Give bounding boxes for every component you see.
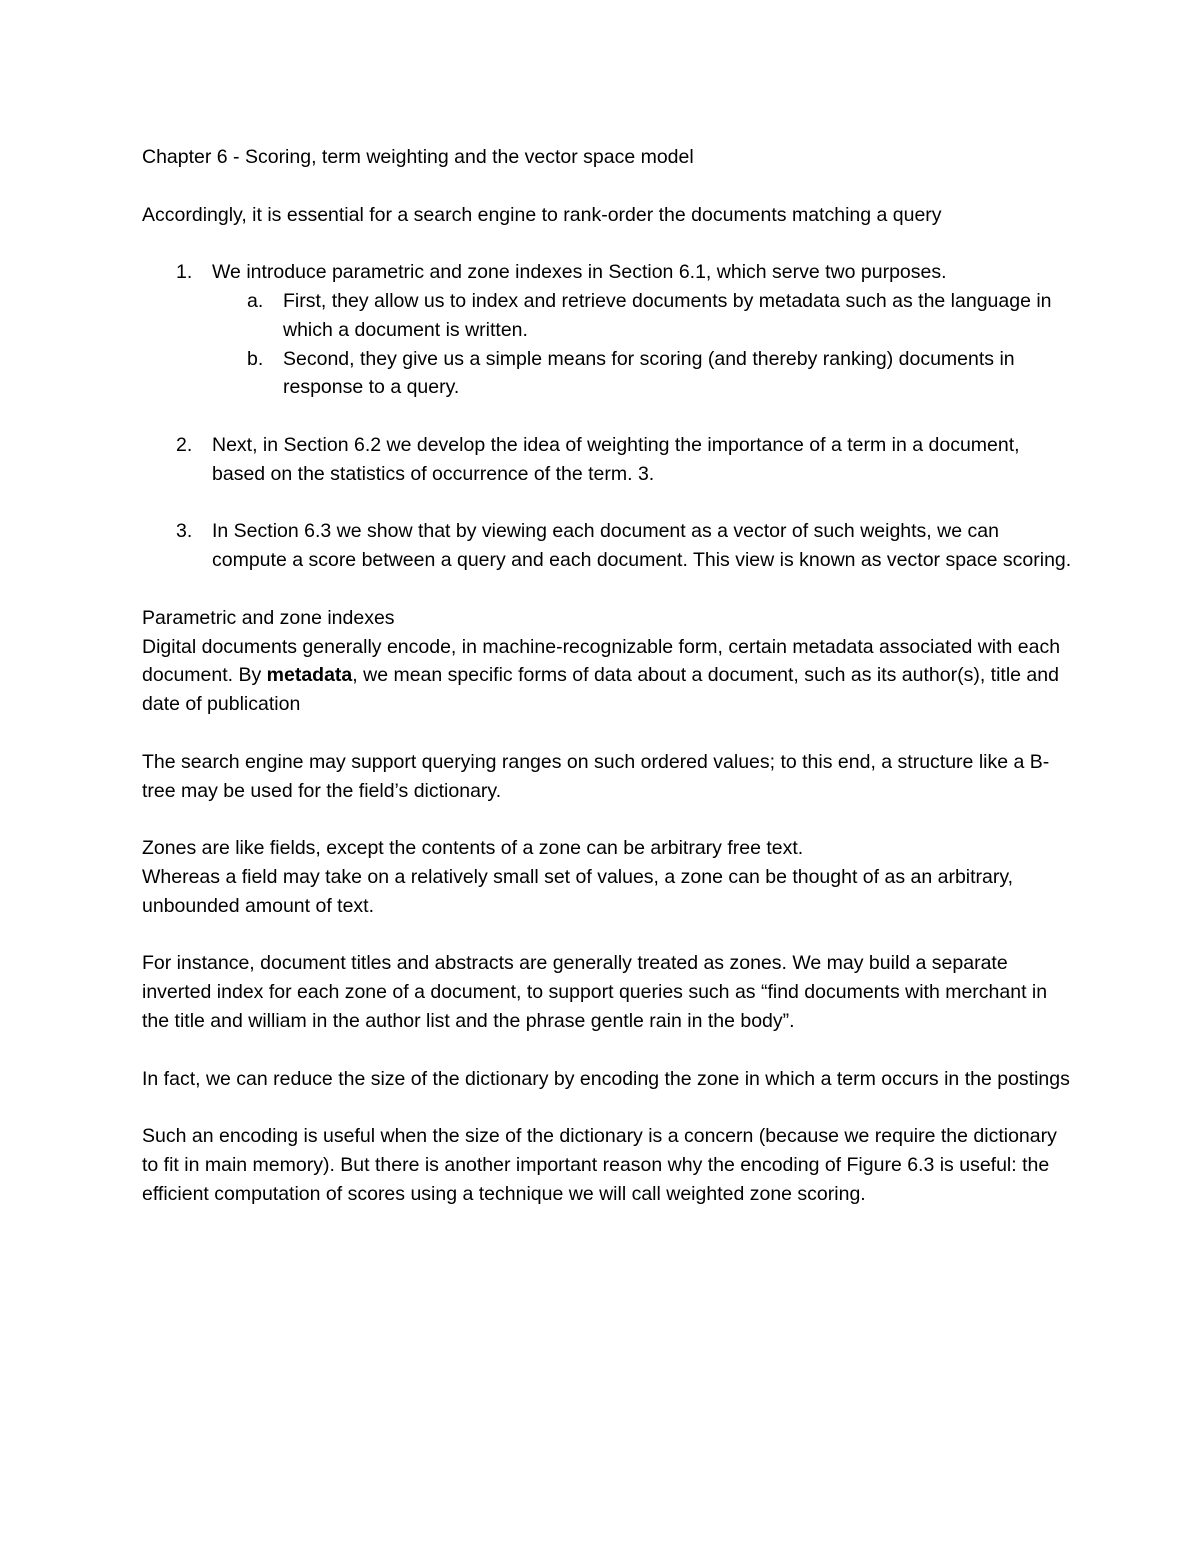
metadata-text-after: , we mean specific forms of data about a document, such as its author(s), title and date of publication <box>142 664 1059 716</box>
list-item-2 <box>142 431 1072 489</box>
spacer <box>142 489 1072 518</box>
reduce-paragraph: In fact, we can reduce the size of the dictionary by encoding the zone in which a term occurs in the postings <box>142 1067 1070 1090</box>
spacer <box>142 402 1072 431</box>
metadata-paragraph <box>142 633 1072 719</box>
list-item-1 <box>142 258 1072 402</box>
list-item-3 <box>142 517 1072 575</box>
spacer <box>142 172 1072 201</box>
list-item-text: Next, in Section 6.2 we develop the idea of weighting the importance of a term in a document, based on the statistics of occurrence of the term. 3. <box>212 433 1020 485</box>
list-marker: 1. <box>176 261 193 284</box>
spacer <box>142 805 1072 834</box>
intro-paragraph: Accordingly, it is essential for a search engine to rank-order the documents matching a query <box>142 203 942 226</box>
zones-paragraph-2: Whereas a field may take on a relatively small set of values, a zone can be thought of as an arbitrary, unbounded amount of text. <box>142 865 1014 917</box>
lettered-sublist <box>212 287 1072 402</box>
list-item-text: We introduce parametric and zone indexes in Section 6.1, which serve two purposes. <box>212 261 947 284</box>
encoding-paragraph: Such an encoding is useful when the size of the dictionary is a concern (because we require the dictionary to fit in main memory). But there is another important reason why the encoding of Figure 6.3 is useful: the efficient computation of scores using a technique we will call weighted zone scoring. <box>142 1125 1057 1205</box>
list-marker: 3. <box>176 520 193 543</box>
sublist-item-text: First, they allow us to index and retrieve documents by metadata such as the language in which a document is written. <box>283 289 1052 341</box>
sublist-item-text: Second, they give us a simple means for scoring (and thereby ranking) documents in response to a query. <box>283 347 1015 399</box>
spacer <box>142 719 1072 748</box>
spacer <box>142 229 1072 258</box>
spacer <box>142 921 1072 950</box>
spacer <box>142 1036 1072 1065</box>
btree-paragraph: The search engine may support querying ranges on such ordered values; to this end, a structure like a B-tree may be used for the field’s dictionary. <box>142 750 1050 802</box>
instance-paragraph: For instance, document titles and abstracts are generally treated as zones. We may build a separate inverted index for each zone of a document, to support queries such as “find documents with merchant in the title and william in the author list and the phrase gentle rain in the body”. <box>142 952 1048 1032</box>
sublist-marker: a. <box>247 289 264 312</box>
list-marker: 2. <box>176 433 193 456</box>
numbered-list <box>142 258 1072 575</box>
metadata-text-before: Digital documents generally encode, in machine-recognizable form, certain metadata associated with each document. By <box>142 635 1061 687</box>
sublist-item-a <box>212 287 1072 345</box>
section-heading: Parametric and zone indexes <box>142 606 395 629</box>
spacer <box>142 575 1072 604</box>
sublist-item-b <box>212 345 1072 403</box>
chapter-title: Chapter 6 - Scoring, term weighting and the vector space model <box>142 146 694 168</box>
metadata-term: metadata <box>266 664 353 687</box>
zones-paragraph-1: Zones are like fields, except the contents of a zone can be arbitrary free text. <box>142 837 804 860</box>
sublist-marker: b. <box>247 347 264 370</box>
spacer <box>142 1093 1072 1122</box>
list-item-text: In Section 6.3 we show that by viewing each document as a vector of such weights, we can compute a score between a query and each document. This view is known as vector space scoring. <box>212 520 1072 572</box>
document-body <box>142 143 1072 1208</box>
